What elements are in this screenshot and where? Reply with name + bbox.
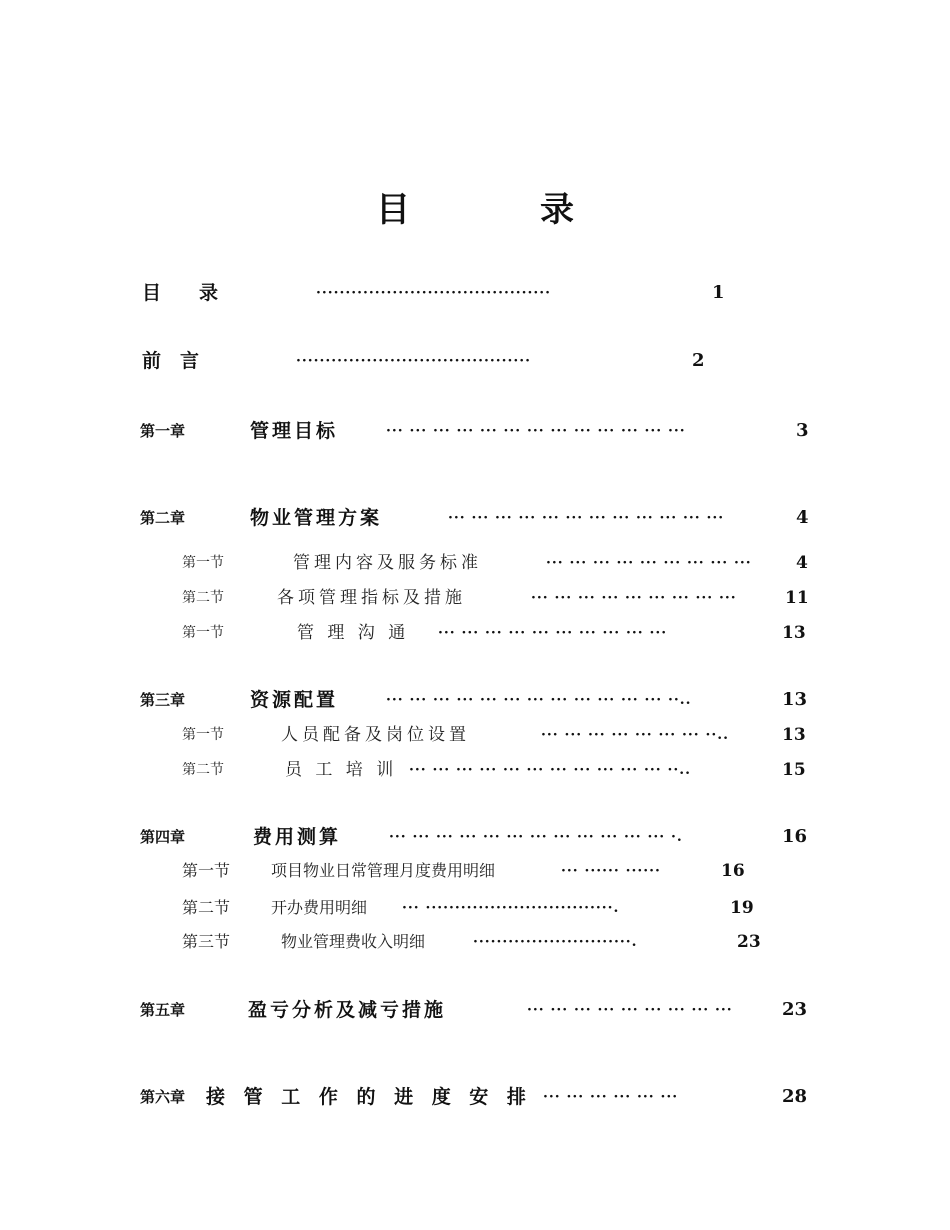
chapter-number: 第六章 — [140, 1088, 186, 1106]
chapter-number: 第一章 — [140, 422, 186, 440]
page-number: 3 — [796, 420, 809, 441]
toc-entry[interactable] — [0, 503, 950, 533]
chapter-title: 盈亏分析及减亏措施 — [248, 999, 447, 1021]
toc-entry[interactable] — [0, 416, 950, 446]
dot-leader: ···························. — [473, 934, 638, 950]
page-number: 16 — [721, 861, 745, 881]
toc-entry[interactable] — [0, 685, 950, 715]
toc-entry[interactable] — [0, 893, 950, 923]
dot-leader: ··· ··· ··· ··· ··· ··· ··· ··· ··· ··· ··· ··.. — [409, 762, 691, 778]
page-number: 4 — [796, 553, 808, 573]
toc-entry[interactable] — [0, 720, 950, 750]
toc-entry[interactable] — [0, 856, 950, 886]
chapter-title: 管理目标 — [250, 420, 339, 442]
section-title: 项目物业日常管理月度费用明细 — [271, 861, 496, 880]
dot-leader: ··· ··· ··· ··· ··· ··· ··· ··· ··· ··· ··· ··· — [448, 510, 725, 526]
section-title: 人员配备及岗位设置 — [281, 725, 470, 745]
section-title: 管理内容及服务标准 — [293, 553, 482, 573]
dot-leader: ··· ··· ··· ··· ··· ··· ··· ··· ··· ··· ··· ··· ··.. — [386, 692, 692, 708]
toc-entry[interactable] — [0, 995, 950, 1025]
dot-leader: ··· ··· ··· ··· ··· ··· ··· ··· ··· — [531, 590, 737, 606]
section-title: 物业管理费收入明细 — [281, 932, 426, 951]
section-title: 管 理 沟 通 — [297, 623, 410, 643]
toc-entry[interactable] — [0, 822, 950, 852]
page-number: 2 — [692, 350, 705, 371]
toc-entry[interactable] — [0, 755, 950, 785]
chapter-number: 第三章 — [140, 691, 186, 709]
section-number: 第二节 — [182, 590, 224, 606]
chapter-number: 第二章 — [140, 509, 186, 527]
dot-leader: ··· ··· ··· ··· ··· ··· ··· ··· ··· ··· ··· ··· ·. — [389, 829, 683, 845]
section-number: 第一节 — [182, 555, 224, 571]
toc-entry[interactable] — [0, 278, 950, 308]
chapter-title: 费用测算 — [253, 826, 342, 848]
dot-leader: ········································ — [296, 353, 531, 369]
dot-leader: ··· ··· ··· ··· ··· ··· — [543, 1089, 679, 1105]
dot-leader: ··· ··· ··· ··· ··· ··· ··· ··· ··· ··· ··· ··· ··· — [386, 423, 686, 439]
page-number: 16 — [782, 826, 808, 847]
toc-entry[interactable] — [0, 346, 950, 376]
page-number: 4 — [796, 507, 809, 528]
chapter-number: 第四章 — [140, 828, 186, 846]
section-title: 开办费用明细 — [271, 898, 368, 917]
section-number: 第三节 — [182, 932, 231, 951]
section-title: 各项管理指标及措施 — [277, 588, 466, 608]
page-number: 23 — [737, 932, 761, 952]
chapter-title: 接 管 工 作 的 进 度 安 排 — [206, 1086, 532, 1108]
page-number: 28 — [782, 1086, 808, 1107]
section-number: 第一节 — [182, 727, 224, 743]
section-number: 第一节 — [182, 861, 231, 880]
page-number: 19 — [730, 898, 754, 918]
page-number: 23 — [782, 999, 808, 1020]
dot-leader: ··· ··· ··· ··· ··· ··· ··· ··· ··· — [527, 1002, 733, 1018]
section-number: 第二节 — [182, 762, 224, 778]
dot-leader: ··· ································. — [402, 900, 620, 916]
dot-leader: ········································ — [316, 285, 551, 301]
section-number: 第二节 — [182, 898, 231, 917]
toc-entry[interactable] — [0, 1082, 950, 1112]
toc-entry[interactable] — [0, 618, 950, 648]
page-number: 13 — [782, 623, 806, 643]
entry-label: 前 言 — [142, 350, 200, 372]
page-number: 11 — [785, 588, 809, 608]
section-number: 第一节 — [182, 625, 224, 641]
page-number: 13 — [782, 725, 806, 745]
dot-leader: ··· ··· ··· ··· ··· ··· ··· ··· ··· ··· — [438, 625, 668, 641]
chapter-number: 第五章 — [140, 1001, 186, 1019]
toc-entry[interactable] — [0, 548, 950, 578]
page-title: 目 录 — [376, 190, 622, 230]
dot-leader: ··· ······ ······ — [561, 863, 661, 879]
entry-label: 目 录 — [142, 282, 219, 304]
dot-leader: ··· ··· ··· ··· ··· ··· ··· ··.. — [541, 727, 729, 743]
chapter-title: 资源配置 — [250, 689, 339, 711]
section-title: 员 工 培 训 — [285, 760, 398, 780]
page-number: 13 — [782, 689, 808, 710]
page-number: 15 — [782, 760, 806, 780]
toc-entry[interactable] — [0, 927, 950, 957]
page-number: 1 — [712, 282, 725, 303]
chapter-title: 物业管理方案 — [250, 507, 383, 529]
toc-entry[interactable] — [0, 583, 950, 613]
dot-leader: ··· ··· ··· ··· ··· ··· ··· ··· ··· — [546, 555, 752, 571]
